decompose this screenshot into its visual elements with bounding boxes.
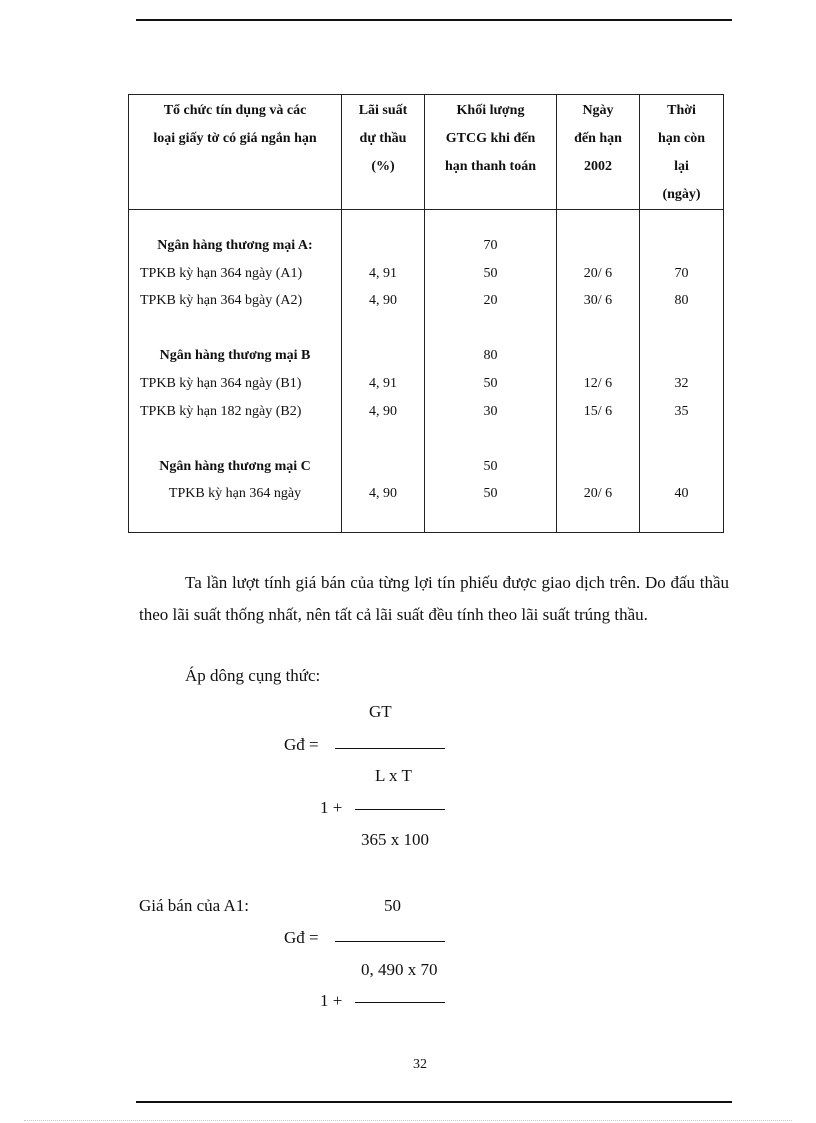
rate-column (342, 210, 425, 533)
formula-one-plus: 1 + (320, 798, 343, 817)
date-value: 20/ 6 (583, 486, 613, 502)
header-rule (136, 19, 732, 21)
page-number: 32 (413, 1057, 427, 1072)
volume-value: 50 (483, 375, 498, 391)
example-one-plus: 1 + (320, 991, 343, 1010)
days-value: 35 (674, 403, 689, 419)
header-days: Thời hạn còn lại (ngày) (640, 95, 724, 210)
volume-value: 50 (483, 265, 498, 281)
example-numerator: 50 (384, 896, 401, 915)
date-column (557, 210, 640, 533)
header-date: Ngày đến hạn 2002 (557, 95, 640, 210)
header-org: Tổ chức tín dụng và các loại giấy tờ có giá ngắn hạn (129, 95, 342, 210)
example-label: Giá bán của A1: (139, 896, 249, 915)
row-label: TPKB kỳ hạn 364 ngày (B1) (140, 375, 302, 391)
volume-value: 30 (483, 403, 498, 419)
date-value: 20/ 6 (583, 265, 613, 281)
date-value: 30/ 6 (583, 293, 613, 309)
fraction-bar (335, 748, 445, 749)
formula-inner-numerator: L x T (375, 766, 412, 785)
group-name: Ngân hàng thương mại A: (157, 238, 313, 253)
org-column (129, 210, 342, 533)
group-name: Ngân hàng thương mại B (159, 348, 311, 364)
group-total: 50 (483, 458, 498, 474)
days-value: 70 (674, 265, 689, 281)
group-name: Ngân hàng thương mại C (159, 458, 311, 474)
rate-value: 4, 91 (369, 375, 397, 391)
header-volume: Khối lượng GTCG khi đến hạn thanh toán (425, 95, 557, 210)
body-paragraph: Ta lần lượt tính giá bán của từng lợi tín phiếu được giao dịch trên. Do đấu thầu theo lãi suất thống nhất, nên tất cả lãi suất đều tính theo lãi suất trúng thầu. (139, 573, 729, 624)
days-value: 80 (674, 293, 689, 309)
rate-value: 4, 90 (369, 293, 397, 309)
rate-value: 4, 91 (369, 265, 397, 281)
fraction-bar (355, 1002, 445, 1003)
footer-rule (136, 1101, 732, 1103)
rate-value: 4, 90 (369, 486, 397, 502)
example-inner-numerator: 0, 490 x 70 (361, 960, 438, 979)
row-label: TPKB kỳ hạn 182 ngày (B2) (140, 403, 302, 419)
page-edge-dotted (24, 1120, 792, 1121)
table-header-row (129, 95, 724, 210)
date-value: 12/ 6 (583, 375, 613, 391)
days-value: 32 (674, 375, 689, 391)
bill-table (128, 94, 724, 533)
formula-inner-denominator: 365 x 100 (361, 830, 429, 849)
days-value: 40 (674, 486, 689, 502)
formula-lhs: Gđ = (284, 735, 319, 754)
volume-value: 50 (483, 486, 498, 502)
row-label: TPKB kỳ hạn 364 ngày (A1) (140, 265, 303, 281)
days-column (640, 210, 724, 533)
formula-numerator: GT (369, 702, 392, 721)
volume-column (425, 210, 557, 533)
fraction-bar (355, 809, 445, 810)
rate-value: 4, 90 (369, 403, 397, 419)
group-total: 70 (483, 238, 498, 253)
row-label: TPKB kỳ hạn 364 ngày (168, 486, 302, 502)
header-rate: Lãi suất dự thầu (%) (342, 95, 425, 210)
date-value: 15/ 6 (583, 403, 613, 419)
group-total: 80 (483, 348, 498, 364)
example-lhs: Gđ = (284, 928, 319, 947)
fraction-bar (335, 941, 445, 942)
table-body-row (129, 210, 724, 533)
row-label: TPKB kỳ hạn 364 bgày (A2) (140, 293, 303, 309)
formula-intro: Áp dông cụng thức: (185, 666, 321, 685)
volume-value: 20 (483, 293, 498, 309)
